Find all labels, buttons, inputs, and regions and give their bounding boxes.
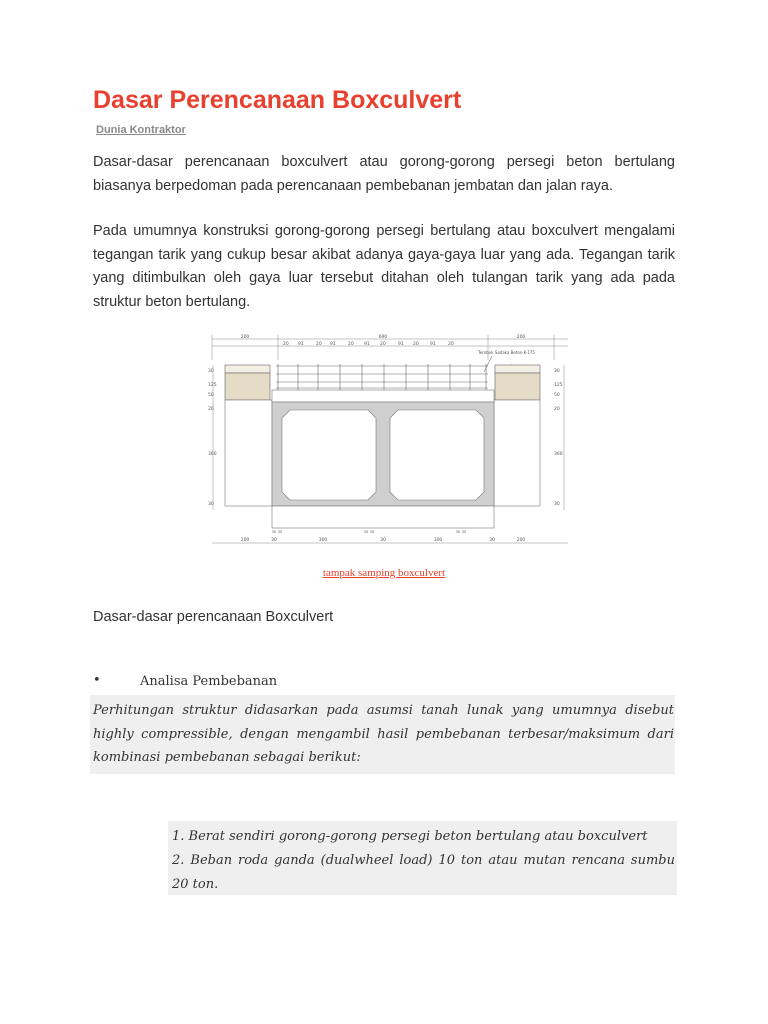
dim-bottom-label: 30 [380, 538, 386, 543]
bullet-icon: • [93, 673, 101, 688]
dim-top-right: 200 [516, 335, 526, 340]
dim-bottom-small-label: 30 [455, 530, 461, 534]
svg-text:20: 20 [413, 342, 419, 347]
quote-box [90, 695, 675, 774]
dim-bottom-label: 30 [271, 538, 277, 543]
svg-text:91: 91 [364, 342, 370, 347]
dim-bottom-small-label: 30 [277, 530, 283, 534]
dim-bottom-label: 300 [433, 538, 443, 543]
svg-text:20: 20 [380, 342, 386, 347]
svg-text:30: 30 [208, 502, 214, 507]
dim-top-mid: 690 [378, 335, 388, 340]
dim-bottom-small-label: 30 [369, 530, 375, 534]
list-item: 2. Beban roda ganda (dualwheel load) 10 ton atau mutan rencana sumbu 20 ton. [172, 853, 675, 892]
figure-caption[interactable]: tampak samping boxculvert [322, 567, 446, 579]
svg-text:20: 20 [348, 342, 354, 347]
svg-text:360: 360 [208, 452, 217, 457]
svg-text:20: 20 [316, 342, 322, 347]
dim-bottom-label: 30 [489, 538, 495, 543]
section-subheading: Dasar-dasar perencanaan Boxculvert [93, 609, 334, 625]
paragraph-intro: Dasar-dasar perencanaan boxculvert atau gorong-gorong persegi beton bertulang biasanya berpedoman pada perencanaan pembebanan jembatan dan jalan raya. [93, 154, 675, 194]
svg-text:360: 360 [554, 452, 563, 457]
svg-text:20: 20 [283, 342, 289, 347]
article-title: Dasar Perencanaan Boxculvert [93, 86, 462, 114]
svg-text:50: 50 [208, 393, 214, 398]
svg-text:125: 125 [554, 383, 563, 388]
list-item: 1. Berat sendiri gorong-gorong persegi beton bertulang atau boxculvert [172, 829, 648, 844]
svg-text:30: 30 [554, 502, 560, 507]
svg-text:30: 30 [554, 369, 560, 374]
svg-text:91: 91 [298, 342, 304, 347]
svg-text:20: 20 [208, 407, 214, 412]
svg-text:20: 20 [448, 342, 454, 347]
svg-text:91: 91 [430, 342, 436, 347]
bullet-text: Analisa Pembebanan [140, 674, 278, 689]
boxculvert-diagram [208, 330, 578, 543]
dim-top-left: 200 [240, 335, 250, 340]
svg-text:91: 91 [398, 342, 404, 347]
dim-bottom-label: 200 [240, 538, 250, 543]
paragraph-tension: Pada umumnya konstruksi gorong-gorong persegi bertulang atau boxculvert mengalami tegangan tarik yang cukup besar akibat adanya gaya-gaya luar yang ada. Tegangan tarik yang ditimbulkan oleh gaya luar tersebut ditahan oleh tulangan tarik yang ada pada struktur beton bertulang. [93, 223, 675, 310]
dim-bottom-small-label: 30 [271, 530, 277, 534]
dim-bottom-label: 300 [318, 538, 328, 543]
dim-bottom-label: 200 [516, 538, 526, 543]
svg-text:91: 91 [330, 342, 336, 347]
author-link[interactable]: Dunia Kontraktor [96, 124, 186, 136]
svg-text:30: 30 [208, 369, 214, 374]
dim-bottom-small-label: 30 [461, 530, 467, 534]
svg-text:20: 20 [554, 407, 560, 412]
svg-text:50: 50 [554, 393, 560, 398]
railing [276, 364, 488, 390]
quote-text: Perhitungan struktur didasarkan pada asumsi tanah lunak yang umumnya disebut highly compressible, dengan mengambil hasil pembebanan terbesar/maksimum dari kombinasi pembebanan sebagai berikut: [93, 703, 674, 765]
dim-bottom-small-label: 30 [363, 530, 369, 534]
note-tembok: Tembok Sadaka Beton K-175 [478, 350, 535, 355]
load-list [168, 821, 677, 895]
svg-text:125: 125 [208, 383, 217, 388]
